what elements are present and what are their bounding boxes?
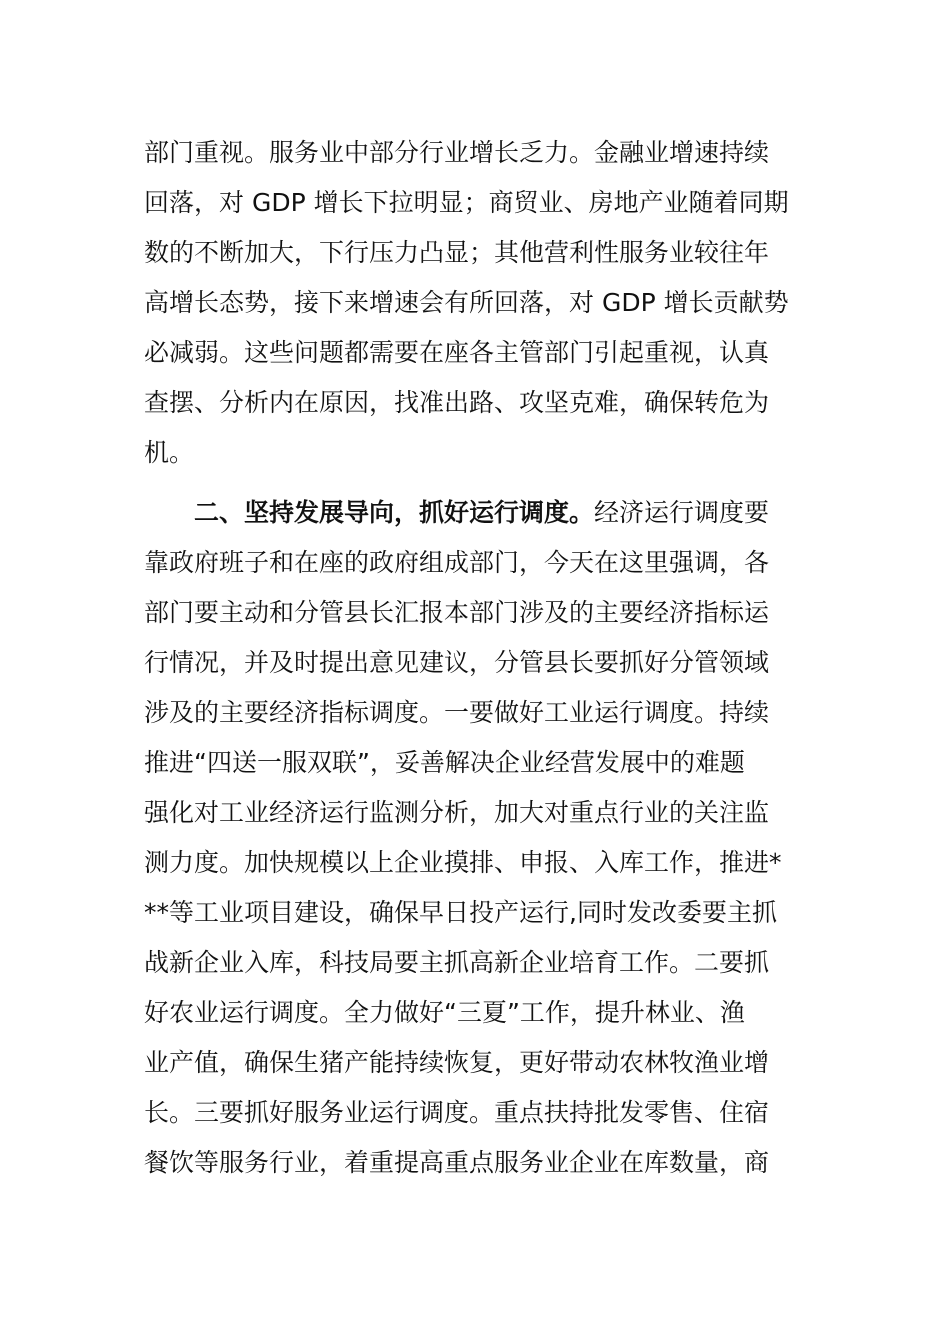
text-line: 长。三要抓好服务业运行调度。重点扶持批发零售、住宿	[144, 1098, 770, 1127]
text-line: **等工业项目建设，确保早日投产运行,同时发改委要主抓	[144, 898, 777, 927]
heading-continuation: 经济运行调度要	[594, 498, 770, 527]
section-heading: 二、坚持发展导向，抓好运行调度。	[194, 498, 595, 527]
text-line: 高增长态势，接下来增速会有所回落，对 GDP 增长贡献势	[144, 288, 789, 317]
text-line: 数的不断加大，下行压力凸显；其他营利性服务业较往年	[144, 238, 770, 267]
text-line: 涉及的主要经济指标调度。一要做好工业运行调度。持续	[144, 698, 770, 727]
text-line: 强化对工业经济运行监测分析，加大对重点行业的关注监	[144, 798, 770, 827]
text-line: 餐饮等服务行业，着重提高重点服务业企业在库数量，商	[144, 1148, 770, 1177]
text-line: 靠政府班子和在座的政府组成部门，今天在这里强调，各	[144, 548, 770, 577]
text-line: 必减弱。这些问题都需要在座各主管部门引起重视，认真	[144, 338, 770, 367]
text-line: 战新企业入库，科技局要主抓高新企业培育工作。二要抓	[144, 948, 770, 977]
text-line: 好农业运行调度。全力做好“三夏”工作，提升林业、渔	[144, 998, 745, 1027]
paragraph-development-orientation	[144, 488, 814, 1188]
paragraph-services-issues	[144, 128, 814, 478]
text-line: 部门要主动和分管县长汇报本部门涉及的主要经济指标运	[144, 598, 770, 627]
text-line: 机。	[144, 438, 195, 467]
text-line: 测力度。加快规模以上企业摸排、申报、入库工作，推进*	[144, 848, 782, 877]
text-line: 查摆、分析内在原因，找准出路、攻坚克难，确保转危为	[144, 388, 770, 417]
text-line: 行情况，并及时提出意见建议，分管县长要抓好分管领域	[144, 648, 770, 677]
text-line: 部门重视。服务业中部分行业增长乏力。金融业增速持续	[144, 138, 770, 167]
text-line: 推进“四送一服双联”，妥善解决企业经营发展中的难题	[144, 748, 745, 777]
text-line-first	[144, 488, 814, 538]
text-line: 回落，对 GDP 增长下拉明显；商贸业、房地产业随着同期	[144, 188, 789, 217]
text-line: 业产值，确保生猪产能持续恢复，更好带动农林牧渔业增	[144, 1048, 770, 1077]
